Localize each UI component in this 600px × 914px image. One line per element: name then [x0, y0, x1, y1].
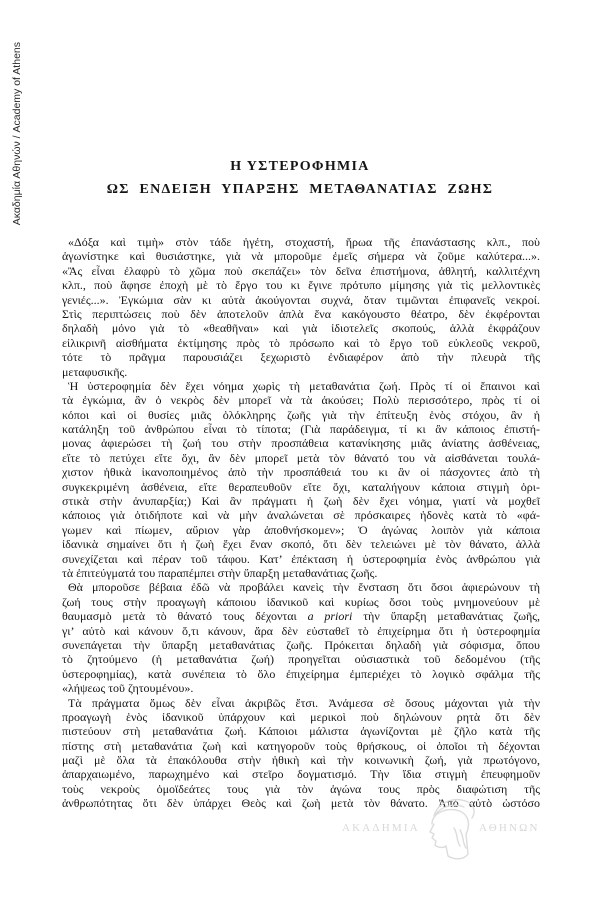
text-line: πίστης στὴ μεταθανάτια ζωὴ καὶ κατηγοροῦν τοὺς θρήσκους, οἱ ὁποῖοι τὴ δέχονται [62, 738, 540, 753]
athena-head-icon-graphic [420, 794, 480, 868]
article-title-line-2: ΩΣ ΕΝΔΕΙΞΗ ΥΠΑΡΞΗΣ ΜΕΤΑΘΑΝΑΤΙΑΣ ΖΩΗΣ [106, 182, 494, 197]
text-segment: τὴν ὕπαρξη μεταθανάτιας ζωῆς, [363, 609, 541, 624]
text-line: προαγωγὴ ἑνὸς ἰδανικοῦ ὑπάρχουν καὶ μερικοὶ ποὺ δηλώνουν ρητὰ ὅτι δὲν [62, 709, 540, 724]
article-title-line-1: Η ΥΣΤΕΡΟΦΗΜΙΑ [230, 159, 370, 174]
text-line: πιστεύουν στὴ μεταθανάτια ζωή. Κάποιοι μάλιστα ἀγωνίζονται μὲ ζῆλο κατὰ τῆς [62, 724, 540, 739]
text-line: συνεπάγεται τὴν ὕπαρξη μεταθανάτιας ζωῆς. Πρόκειται δηλαδὴ γιὰ σόφισμα, ὅπου [62, 637, 540, 652]
text-line: εἴτε τὸ πετύχει εἴτε ὄχι, ἂν δὲν μπορεῖ μετὰ τὸν θάνατό του νὰ αἰσθάνεται τουλά- [62, 450, 541, 465]
text-line: τότε τὸ πρᾶγμα παρουσιάζει ξεχωριστὸ ἐνδιαφέρον ἀπὸ τὴν πλευρὰ τῆς [62, 350, 540, 365]
text-line: γι’ αὐτὸ καὶ κάνουν ὅ,τι κάνουν, ἄρα δὲν εὐσταθεῖ τὸ ἐπιχείρημα ὅτι ἡ ὑστεροφημία [62, 623, 540, 638]
text-line: συνεχίζεται καὶ πέραν τοῦ τάφου. Κατ’ ἐπέκταση ἡ ὑστεροφημία ἑνὸς ἀνθρώπου γιὰ [62, 551, 540, 566]
text-line: μαζὶ μὲ ὅλα τὰ ἐπακόλουθα στὴν ἠθικὴ καὶ τὴν κοινωνικὴ ζωή, γιὰ πρωτόγονο, [62, 753, 541, 768]
text-line: τὸ ζητούμενο (ἡ μεταθανάτια ζωή) προηγεῖται οὐσιαστικὰ τοῦ δεδομένου (τῆς [62, 652, 540, 667]
text-line: ἀπαρχαιωμένο, παρωχημένο καὶ στεῖρο δογματισμό. Τὴν ἴδια στιγμὴ ἐπευφημοῦν [62, 767, 541, 782]
text-line: ἀνθρωπότητας ὅτι δὲν ὑπάρχει Θεὸς καὶ ζωὴ μετὰ τὸν θάνατο. Ἀπὸ αὐτὸ ὡστόσο [62, 796, 540, 811]
text-line: στικὰ στὴν ἀνυπαρξία;) Καὶ ἂν πράγματι ἡ ζωὴ δὲν ἔχει νόημα, γιατί νὰ μοχθεῖ [62, 494, 540, 509]
text-segment: θαυμασμὸ μετὰ τὸ θάνατό τους δέχονται [62, 609, 297, 624]
text-line: ἰδανικὰ σημαίνει ὅτι ἡ ζωὴ ἔχει ἕναν σκοπό, ὅτι δὲν τελειώνει μὲ τὸν θάνατο, ἀλλὰ [62, 537, 540, 552]
text-line: τὰ ἐπιτεύγματά του παραπέμπει στὴν ὕπαρξη μεταθανάτιας ζωῆς. [62, 565, 378, 580]
text-line: ὑστεροφημίας), κατὰ συνέπεια τὸ ὅλο ἐπιχείρημα ἐμπεριέχει τὸ λογικὸ σφάλμα τῆς [62, 666, 540, 681]
text-line: «Ἂς εἶναι ἐλαφρὺ τὸ χῶμα ποὺ σκεπάζει» τὸν δεῖνα ἐπιστήμονα, ἀθλητή, καλλιτέχνη [62, 263, 540, 278]
text-line: γενιές...». Ἐγκώμια σὰν κι αὐτὰ ἀκούγονται συχνά, ὅταν τιμῶνται ἐπιφανεῖς νεκροί. [62, 292, 540, 307]
text-line: μεταφυσικῆς. [62, 364, 128, 379]
emblem-face-profile [430, 824, 446, 847]
text-line: τὰ ἐγκώμια, ἂν ὁ νεκρὸς δὲν μπορεῖ νὰ τὰ ἀκούσει; Πολὺ περισσότερο, πρὸς τί οἱ [62, 393, 540, 408]
text-line: ζωή τους στὴν προαγωγὴ κάποιου ἰδανικοῦ καὶ κυρίως ὅσοι τοὺς μνημονεύουν μὲ [62, 594, 540, 609]
text-line: κατάληξη τοῦ ἀνθρώπου εἶναι τὸ τίποτα; (Γιὰ παράδειγμα, τί κι ἂν κάποιος ἐπιστή- [62, 422, 541, 437]
paragraph [62, 379, 540, 580]
emblem-helmet-crest [434, 800, 474, 818]
article-title [0, 155, 600, 201]
text-line: δηλαδὴ μόνο γιὰ τὸ «θεαθῆναι» καὶ γιὰ ἰδιοτελεῖς σκοπούς, ἀλλὰ ἐκφράζουν [62, 321, 540, 336]
text-line: τοὺς νεκροὺς ὁμοϊδεάτες τους γιὰ τὸν ἀγώνα τους πρὸς διαφώτιση τῆς [62, 781, 541, 796]
text-line: μονας ἀφιερώσει τὴ ζωή του στὴν προσπάθεια κατανίκησης μιᾶς ἀνίατης ἀσθένειας, [62, 436, 541, 451]
text-line: «λήψεως τοῦ ζητουμένου». [62, 681, 194, 696]
text-line: Θὰ μποροῦσε βέβαια ἐδῶ νὰ προβάλει κανεὶς τὴν ἔνσταση ὅτι ὅσοι ἀφιερώνουν τὴ [68, 580, 540, 595]
text-line: κλπ., ποὺ ἄφησε ἐποχὴ μὲ τὸ ἔργο του κι ἔγινε πρότυπο μίμησης γιὰ τὶς μελλοντικὲς [62, 278, 540, 293]
text-line: Τὰ πράγματα ὅμως δὲν εἶναι ἀκριβῶς ἔτσι. Ἀνάμεσα σὲ ὅσους μάχονται γιὰ τὴν [68, 695, 540, 710]
text-line: εἰλικρινῆ αἰσθήματα ἐκτίμησης πρὸς τὸ πρόσωπο καὶ τὸ ἔργο τοῦ εὐκλεοῦς νεκροῦ, [62, 335, 540, 350]
text-line: Ἡ ὑστεροφημία δὲν ἔχει νόημα χωρὶς τὴ μεταθανάτια ζωή. Πρὸς τί οἱ ἔπαινοι καὶ [68, 378, 540, 393]
paragraph [62, 235, 540, 379]
text-line: συγκεκριμένη ἀσθένεια, εἴτε θεραπευθοῦν εἴτε ὄχι, καταλήγουν κάποια στιγμὴ ὁρι- [62, 479, 540, 494]
watermark-word-left: ΑΚΑΔΗΜΙΑ [342, 822, 420, 834]
text-line: κόποι καὶ οἱ θυσίες μιᾶς ὁλόκληρης ζωῆς γιὰ τὴν ἐπίτευξη ἑνὸς στόχου, ἂν ἡ [62, 407, 540, 422]
italic-phrase: a priori [307, 609, 353, 624]
text-line: χιστον ἠθικὰ ἱκανοποιημένος ἀπὸ τὴν προσπάθειά του κι ἂν οἱ πάσχοντες ἀπὸ τὴ [62, 465, 540, 480]
paragraph [62, 580, 540, 695]
text-line [62, 609, 540, 623]
side-archive-label: Ακαδημία Αθηνών / Academy of Athens [11, 42, 23, 226]
watermark-word-right: ΑΘΗΝΩΝ [479, 822, 540, 834]
text-line: γωμεν καὶ πίωμεν, αὔριον γὰρ ἀποθνήσκομεν»; Ὁ ἀγώνας λοιπὸν γιὰ κάποια [62, 522, 540, 537]
text-line: «Δόξα καὶ τιμὴ» στὸν τάδε ἡγέτη, στοχαστή, ἥρωα τῆς ἐπανάστασης κλπ., ποὺ [68, 235, 540, 249]
text-line: ἀγωνίστηκε καὶ θυσιάστηκε, γιὰ νὰ μποροῦμε ἐμεῖς σήμερα νὰ ζοῦμε καλύτερα...». [62, 249, 540, 264]
text-line: κάποιος γιὰ ὁτιδήποτε καὶ νὰ μὴν ἀναλώνεται σὲ πρόσκαιρες ἡδονὲς κατὰ τὸ «φά- [62, 508, 540, 523]
article-body [62, 235, 540, 811]
text-line: Στὶς περιπτώσεις ποὺ δὲν ἀποτελοῦν ἁπλὰ ἕνα κακόγουστο θέατρο, δὲν ἐκφέρονται [62, 306, 540, 321]
emblem-hair-2 [454, 828, 460, 846]
athena-head-icon [420, 794, 480, 868]
emblem-hair-1 [460, 830, 466, 848]
